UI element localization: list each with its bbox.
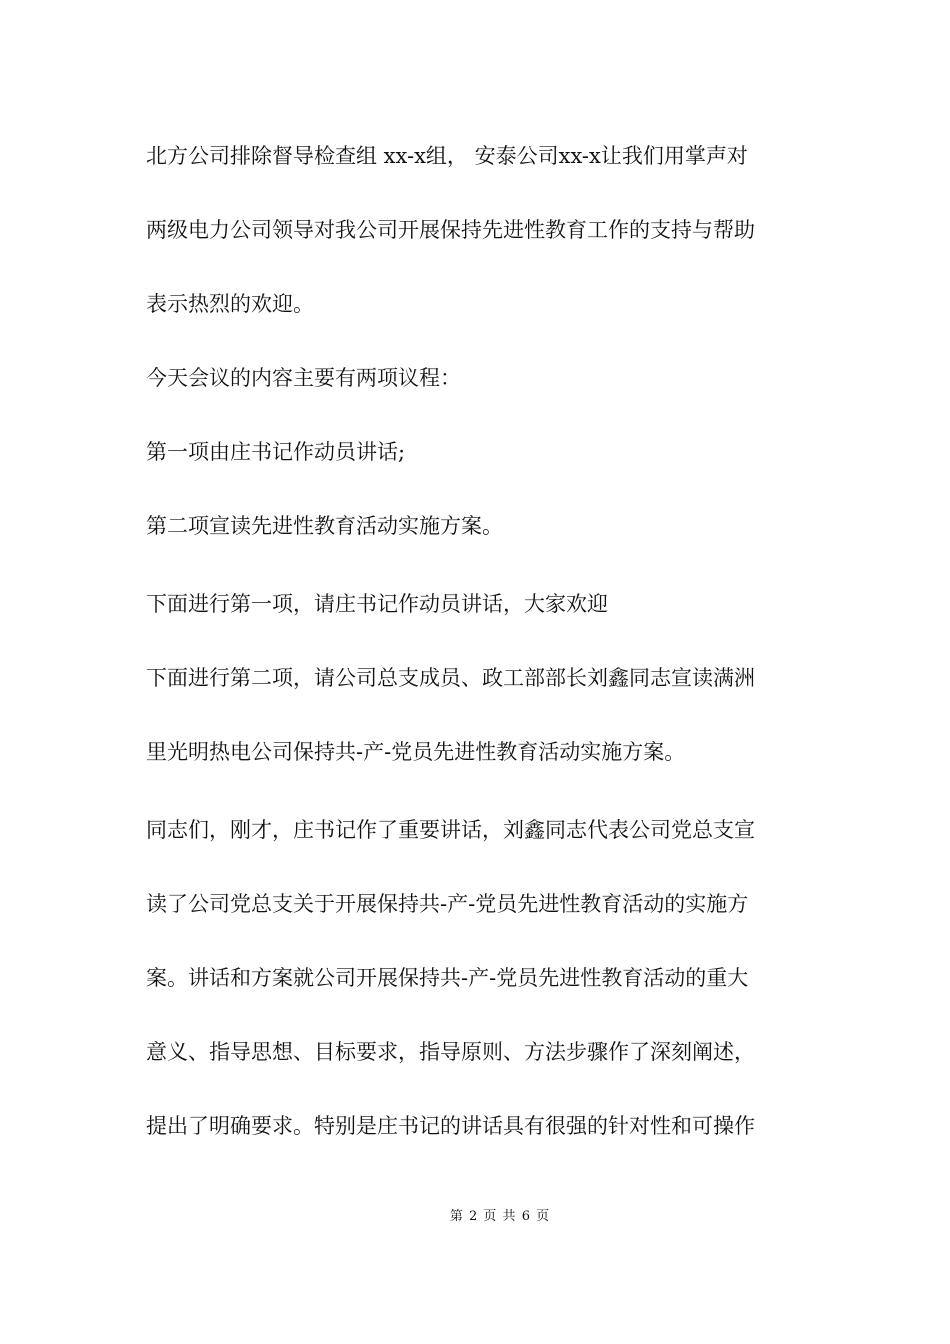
body-line: 第二项宣读先进性教育活动实施方案。	[146, 514, 503, 538]
body-line: 表示热烈的欢迎。	[146, 292, 314, 316]
body-line: 两级电力公司领导对我公司开展保持先进性教育工作的支持与帮助	[146, 218, 755, 242]
body-line: 下面进行第二项，请公司总支成员、政工部部长刘鑫同志宣读满洲	[146, 666, 755, 690]
body-line: 第一项由庄书记作动员讲话;	[146, 440, 406, 464]
body-line: 今天会议的内容主要有两项议程：	[146, 366, 461, 390]
body-line: 读了公司党总支关于开展保持共-产-党员先进性教育活动的实施方	[146, 892, 749, 916]
body-line: 北方公司排除督导检查组 xx-x组， 安泰公司xx-x让我们用掌声对	[146, 144, 748, 168]
body-line: 里光明热电公司保持共-产-党员先进性教育活动实施方案。	[146, 740, 686, 764]
body-line: 提出了明确要求。特别是庄书记的讲话具有很强的针对性和可操作	[146, 1114, 755, 1138]
body-line: 下面进行第一项，请庄书记作动员讲话，大家欢迎	[146, 592, 608, 616]
body-line: 同志们，刚才，庄书记作了重要讲话，刘鑫同志代表公司党总支宣	[146, 818, 755, 842]
body-line: 案。讲话和方案就公司开展保持共-产-党员先进性教育活动的重大	[146, 966, 749, 990]
page-number-footer: 第 2 页 共 6 页	[449, 1209, 551, 1224]
body-line: 意义、指导思想、目标要求，指导原则、方法步骤作了深刻阐述，	[146, 1040, 755, 1064]
